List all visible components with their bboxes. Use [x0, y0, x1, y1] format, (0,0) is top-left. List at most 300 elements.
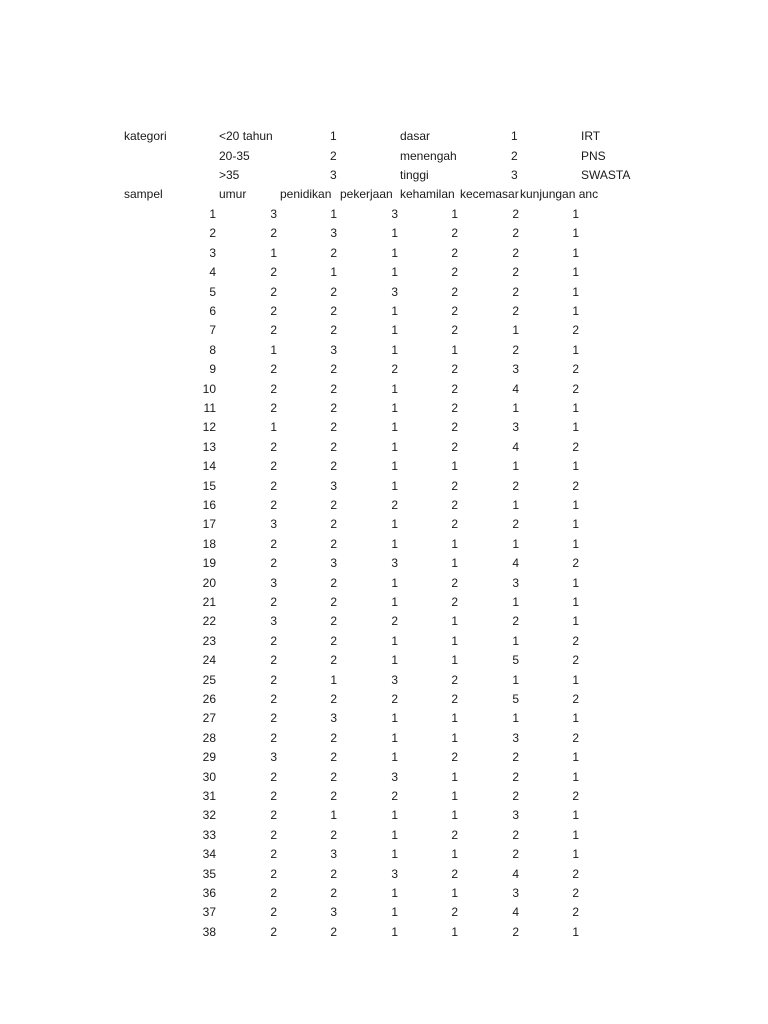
table-row: [0, 321, 768, 340]
kecemasan-value: 1: [512, 498, 519, 512]
age-category: >35: [219, 168, 240, 182]
kecemasan-value: 2: [512, 226, 519, 241]
category-row: [0, 147, 768, 166]
sample-number: 33: [202, 827, 216, 842]
table-row: [0, 690, 768, 709]
pekerjaan-value: 2: [391, 362, 398, 377]
umur-value: 1: [270, 420, 277, 435]
kunjungan-anc-value: 1: [572, 750, 579, 765]
kehamilan-value: 2: [451, 323, 458, 338]
pekerjaan-value: 1: [391, 342, 398, 357]
sample-number: 23: [202, 633, 216, 648]
pendidikan-value: 2: [330, 769, 337, 784]
kunjungan-anc-value: 2: [572, 439, 579, 454]
sample-number: 37: [202, 905, 216, 920]
kunjungan-anc-value: 1: [572, 711, 579, 726]
kecemasan-value: 3: [512, 886, 519, 900]
sample-number: 21: [202, 595, 216, 609]
table-row: [0, 748, 768, 767]
kehamilan-value: 1: [451, 711, 458, 726]
sample-number: 22: [202, 614, 216, 629]
category-row: [0, 127, 768, 146]
sample-number: 38: [202, 924, 216, 939]
pekerjaan-value: 1: [391, 401, 398, 415]
kunjungan-anc-value: 1: [572, 827, 579, 842]
pekerjaan-value: 1: [391, 478, 398, 493]
sample-number: 18: [202, 536, 216, 551]
kehamilan-value: 2: [451, 401, 458, 415]
pekerjaan-value: 1: [391, 265, 398, 280]
occupation-category: SWASTA: [581, 168, 631, 182]
pendidikan-value: 2: [330, 245, 337, 260]
kunjungan-anc-value: 1: [572, 536, 579, 551]
header-umur: umur: [219, 187, 247, 201]
pendidikan-value: 2: [330, 866, 337, 881]
pekerjaan-value: 1: [391, 653, 398, 668]
pekerjaan-value: 3: [391, 207, 398, 221]
pekerjaan-value: 1: [391, 517, 398, 532]
kecemasan-value: 4: [512, 381, 519, 396]
pendidikan-value: 2: [330, 692, 337, 706]
umur-value: 2: [270, 808, 277, 823]
kecemasan-value: 3: [512, 575, 519, 590]
table-row: [0, 923, 768, 942]
umur-value: 2: [270, 381, 277, 396]
kunjungan-anc-value: 1: [572, 459, 579, 474]
table-row: [0, 438, 768, 457]
umur-value: 2: [270, 536, 277, 551]
kehamilan-value: 2: [451, 304, 458, 318]
category-label: kategori: [124, 129, 167, 143]
table-row: [0, 865, 768, 884]
education-code: 1: [511, 129, 518, 143]
kunjungan-anc-value: 1: [572, 245, 579, 260]
sample-number: 16: [202, 498, 216, 512]
kunjungan-anc-value: 1: [572, 207, 579, 221]
kunjungan-anc-value: 2: [572, 362, 579, 377]
kehamilan-value: 2: [451, 517, 458, 532]
umur-value: 3: [270, 517, 277, 532]
table-row: [0, 477, 768, 496]
kehamilan-value: 1: [451, 924, 458, 939]
umur-value: 2: [270, 459, 277, 474]
kehamilan-value: 2: [451, 420, 458, 435]
age-code: 1: [330, 129, 337, 143]
table-row: [0, 224, 768, 243]
pendidikan-value: 2: [330, 730, 337, 745]
umur-value: 1: [270, 245, 277, 260]
kunjungan-anc-value: 1: [572, 924, 579, 939]
kecemasan-value: 2: [512, 827, 519, 842]
education-category: menengah: [400, 149, 457, 163]
header-kecemasar: kecemasar: [460, 187, 519, 201]
umur-value: 1: [270, 342, 277, 357]
header-pekerjaan: pekerjaan: [340, 187, 393, 201]
kunjungan-anc-value: 1: [572, 847, 579, 862]
pendidikan-value: 3: [330, 226, 337, 241]
pekerjaan-value: 1: [391, 750, 398, 765]
sample-number: 35: [202, 866, 216, 881]
kehamilan-value: 2: [451, 245, 458, 260]
umur-value: 2: [270, 672, 277, 687]
kecemasan-value: 2: [512, 517, 519, 532]
kecemasan-value: 2: [512, 304, 519, 318]
sample-number: 31: [202, 789, 216, 803]
sample-number: 12: [202, 420, 216, 435]
pendidikan-value: 1: [330, 207, 337, 221]
kecemasan-value: 3: [512, 420, 519, 435]
umur-value: 2: [270, 265, 277, 280]
kehamilan-value: 2: [451, 905, 458, 920]
table-row: [0, 806, 768, 825]
umur-value: 2: [270, 827, 277, 842]
kehamilan-value: 1: [451, 886, 458, 900]
age-code: 3: [330, 168, 337, 182]
kehamilan-value: 2: [451, 672, 458, 687]
sample-number: 5: [209, 284, 216, 299]
sample-number: 8: [209, 342, 216, 357]
pendidikan-value: 2: [330, 459, 337, 474]
pendidikan-value: 3: [330, 711, 337, 726]
kecemasan-value: 4: [512, 866, 519, 881]
pekerjaan-value: 1: [391, 730, 398, 745]
kunjungan-anc-value: 2: [572, 692, 579, 706]
umur-value: 2: [270, 595, 277, 609]
kehamilan-value: 2: [451, 595, 458, 609]
pendidikan-value: 1: [330, 808, 337, 823]
table-row: [0, 671, 768, 690]
kecemasan-value: 1: [512, 459, 519, 474]
occupation-category: PNS: [581, 149, 606, 163]
kecemasan-value: 3: [512, 808, 519, 823]
kehamilan-value: 1: [451, 614, 458, 629]
umur-value: 2: [270, 847, 277, 862]
education-code: 3: [511, 168, 518, 182]
pekerjaan-value: 2: [391, 789, 398, 803]
kehamilan-value: 2: [451, 866, 458, 881]
table-row: [0, 845, 768, 864]
kecemasan-value: 4: [512, 439, 519, 454]
kunjungan-anc-value: 2: [572, 789, 579, 803]
pekerjaan-value: 1: [391, 827, 398, 842]
kehamilan-value: 2: [451, 226, 458, 241]
sample-number: 4: [209, 265, 216, 280]
kehamilan-value: 1: [451, 730, 458, 745]
sample-number: 27: [202, 711, 216, 726]
kunjungan-anc-value: 2: [572, 730, 579, 745]
kecemasan-value: 2: [512, 284, 519, 299]
umur-value: 3: [270, 750, 277, 765]
kecemasan-value: 1: [512, 672, 519, 687]
pendidikan-value: 2: [330, 381, 337, 396]
kehamilan-value: 1: [451, 847, 458, 862]
kecemasan-value: 2: [512, 614, 519, 629]
pendidikan-value: 2: [330, 653, 337, 668]
pendidikan-value: 2: [330, 750, 337, 765]
kunjungan-anc-value: 2: [572, 381, 579, 396]
kunjungan-anc-value: 1: [572, 401, 579, 415]
umur-value: 2: [270, 905, 277, 920]
umur-value: 2: [270, 886, 277, 900]
kunjungan-anc-value: 1: [572, 595, 579, 609]
kecemasan-value: 2: [512, 245, 519, 260]
kunjungan-anc-value: 2: [572, 653, 579, 668]
pekerjaan-value: 1: [391, 381, 398, 396]
pekerjaan-value: 1: [391, 459, 398, 474]
umur-value: 2: [270, 226, 277, 241]
table-row: [0, 903, 768, 922]
sample-number: 34: [202, 847, 216, 862]
kecemasan-value: 2: [512, 342, 519, 357]
table-row: [0, 768, 768, 787]
kehamilan-value: 1: [451, 536, 458, 551]
umur-value: 2: [270, 556, 277, 571]
education-category: dasar: [400, 129, 431, 143]
kecemasan-value: 1: [512, 595, 519, 609]
sample-number: 20: [202, 575, 216, 590]
umur-value: 2: [270, 304, 277, 318]
kunjungan-anc-value: 1: [572, 769, 579, 784]
umur-value: 2: [270, 478, 277, 493]
table-row: [0, 283, 768, 302]
pekerjaan-value: 1: [391, 886, 398, 900]
pekerjaan-value: 2: [391, 692, 398, 706]
pendidikan-value: 2: [330, 362, 337, 377]
pendidikan-value: 2: [330, 304, 337, 318]
sample-number: 19: [202, 556, 216, 571]
kunjungan-anc-value: 2: [572, 478, 579, 493]
table-row: [0, 632, 768, 651]
pendidikan-value: 2: [330, 323, 337, 338]
table-row: [0, 263, 768, 282]
sample-number: 1: [209, 207, 216, 221]
pendidikan-value: 2: [330, 498, 337, 512]
pekerjaan-value: 1: [391, 420, 398, 435]
umur-value: 3: [270, 207, 277, 221]
kecemasan-value: 1: [512, 401, 519, 415]
umur-value: 2: [270, 439, 277, 454]
table-row: [0, 457, 768, 476]
age-category: <20 tahun: [219, 129, 273, 143]
kecemasan-value: 2: [512, 924, 519, 939]
umur-value: 2: [270, 362, 277, 377]
kunjungan-anc-value: 1: [572, 672, 579, 687]
pendidikan-value: 2: [330, 284, 337, 299]
pendidikan-value: 2: [330, 924, 337, 939]
table-row: [0, 341, 768, 360]
pendidikan-value: 1: [330, 265, 337, 280]
kecemasan-value: 5: [512, 692, 519, 706]
kunjungan-anc-value: 2: [572, 556, 579, 571]
kunjungan-anc-value: 1: [572, 226, 579, 241]
table-row: [0, 593, 768, 612]
pekerjaan-value: 2: [391, 498, 398, 512]
pekerjaan-value: 1: [391, 226, 398, 241]
kecemasan-value: 1: [512, 711, 519, 726]
kunjungan-anc-value: 2: [572, 633, 579, 648]
kehamilan-value: 2: [451, 284, 458, 299]
kunjungan-anc-value: 2: [572, 886, 579, 900]
sample-number: 36: [202, 886, 216, 900]
sample-number: 14: [202, 459, 216, 474]
kehamilan-value: 2: [451, 362, 458, 377]
sample-number: 25: [202, 672, 216, 687]
kecemasan-value: 5: [512, 653, 519, 668]
occupation-category: IRT: [581, 129, 601, 143]
pendidikan-value: 1: [330, 672, 337, 687]
pendidikan-value: 2: [330, 575, 337, 590]
umur-value: 3: [270, 614, 277, 629]
kehamilan-value: 1: [451, 769, 458, 784]
education-code: 2: [511, 149, 518, 163]
pendidikan-value: 3: [330, 847, 337, 862]
kehamilan-value: 2: [451, 478, 458, 493]
kehamilan-value: 2: [451, 750, 458, 765]
umur-value: 2: [270, 323, 277, 338]
kecemasan-value: 4: [512, 556, 519, 571]
pendidikan-value: 3: [330, 556, 337, 571]
age-category: 20-35: [219, 149, 250, 163]
header-kehamilan: kehamilan: [400, 187, 455, 201]
kehamilan-value: 1: [451, 789, 458, 803]
table-row: [0, 244, 768, 263]
pendidikan-value: 2: [330, 439, 337, 454]
table-row: [0, 884, 768, 903]
kecemasan-value: 2: [512, 847, 519, 862]
pekerjaan-value: 3: [391, 769, 398, 784]
kunjungan-anc-value: 1: [572, 808, 579, 823]
pekerjaan-value: 1: [391, 808, 398, 823]
umur-value: 2: [270, 924, 277, 939]
umur-value: 2: [270, 866, 277, 881]
kehamilan-value: 1: [451, 342, 458, 357]
pendidikan-value: 3: [330, 905, 337, 920]
table-row: [0, 302, 768, 321]
pekerjaan-value: 3: [391, 556, 398, 571]
kecemasan-value: 2: [512, 750, 519, 765]
pekerjaan-value: 3: [391, 866, 398, 881]
pekerjaan-value: 3: [391, 284, 398, 299]
pekerjaan-value: 1: [391, 924, 398, 939]
kehamilan-value: 2: [451, 381, 458, 396]
pendidikan-value: 2: [330, 614, 337, 629]
kunjungan-anc-value: 1: [572, 498, 579, 512]
kehamilan-value: 2: [451, 439, 458, 454]
kecemasan-value: 2: [512, 769, 519, 784]
pendidikan-value: 2: [330, 420, 337, 435]
table-row: [0, 515, 768, 534]
umur-value: 2: [270, 692, 277, 706]
sample-number: 29: [202, 750, 216, 765]
header-sampel: sampel: [124, 187, 163, 201]
table-row: [0, 535, 768, 554]
kunjungan-anc-value: 1: [572, 304, 579, 318]
kehamilan-value: 2: [451, 827, 458, 842]
sample-number: 15: [202, 478, 216, 493]
kecemasan-value: 4: [512, 905, 519, 920]
table-row: [0, 787, 768, 806]
sample-number: 24: [202, 653, 216, 668]
umur-value: 2: [270, 711, 277, 726]
table-row: [0, 574, 768, 593]
pekerjaan-value: 1: [391, 633, 398, 648]
category-row: [0, 166, 768, 185]
umur-value: 2: [270, 633, 277, 648]
sample-number: 30: [202, 769, 216, 784]
pekerjaan-value: 1: [391, 439, 398, 454]
kehamilan-value: 1: [451, 808, 458, 823]
table-row: [0, 496, 768, 515]
kunjungan-anc-value: 1: [572, 575, 579, 590]
pendidikan-value: 3: [330, 478, 337, 493]
kecemasan-value: 3: [512, 362, 519, 377]
sample-number: 7: [209, 323, 216, 338]
kehamilan-value: 1: [451, 207, 458, 221]
table-row: [0, 651, 768, 670]
kehamilan-value: 2: [451, 265, 458, 280]
sample-number: 6: [209, 304, 216, 318]
pekerjaan-value: 3: [391, 672, 398, 687]
kecemasan-value: 2: [512, 265, 519, 280]
sample-number: 32: [202, 808, 216, 823]
kecemasan-value: 1: [512, 633, 519, 648]
sample-number: 17: [202, 517, 216, 532]
kecemasan-value: 2: [512, 478, 519, 493]
table-row: [0, 399, 768, 418]
kecemasan-value: 2: [512, 207, 519, 221]
pekerjaan-value: 1: [391, 575, 398, 590]
pekerjaan-value: 1: [391, 847, 398, 862]
kehamilan-value: 1: [451, 459, 458, 474]
umur-value: 2: [270, 730, 277, 745]
pendidikan-value: 3: [330, 342, 337, 357]
kehamilan-value: 2: [451, 575, 458, 590]
pekerjaan-value: 1: [391, 245, 398, 260]
pekerjaan-value: 1: [391, 595, 398, 609]
umur-value: 3: [270, 575, 277, 590]
sample-number: 9: [209, 362, 216, 377]
table-row: [0, 709, 768, 728]
pendidikan-value: 2: [330, 886, 337, 900]
umur-value: 2: [270, 498, 277, 512]
kecemasan-value: 2: [512, 789, 519, 803]
pendidikan-value: 2: [330, 789, 337, 803]
pekerjaan-value: 1: [391, 304, 398, 318]
pendidikan-value: 2: [330, 401, 337, 415]
table-row: [0, 826, 768, 845]
table-row: [0, 360, 768, 379]
kunjungan-anc-value: 1: [572, 342, 579, 357]
umur-value: 2: [270, 769, 277, 784]
sample-number: 26: [202, 692, 216, 706]
table-row: [0, 554, 768, 573]
pekerjaan-value: 1: [391, 536, 398, 551]
sample-number: 10: [202, 381, 216, 396]
pendidikan-value: 2: [330, 633, 337, 648]
sample-number: 28: [202, 730, 216, 745]
pekerjaan-value: 1: [391, 711, 398, 726]
kecemasan-value: 1: [512, 536, 519, 551]
table-row: [0, 418, 768, 437]
table-row: [0, 380, 768, 399]
pendidikan-value: 2: [330, 517, 337, 532]
header-row: [0, 185, 768, 204]
kecemasan-value: 3: [512, 730, 519, 745]
kehamilan-value: 1: [451, 633, 458, 648]
kehamilan-value: 1: [451, 653, 458, 668]
pendidikan-value: 2: [330, 536, 337, 551]
header-kunjungan-anc: kunjungan anc: [520, 187, 599, 201]
